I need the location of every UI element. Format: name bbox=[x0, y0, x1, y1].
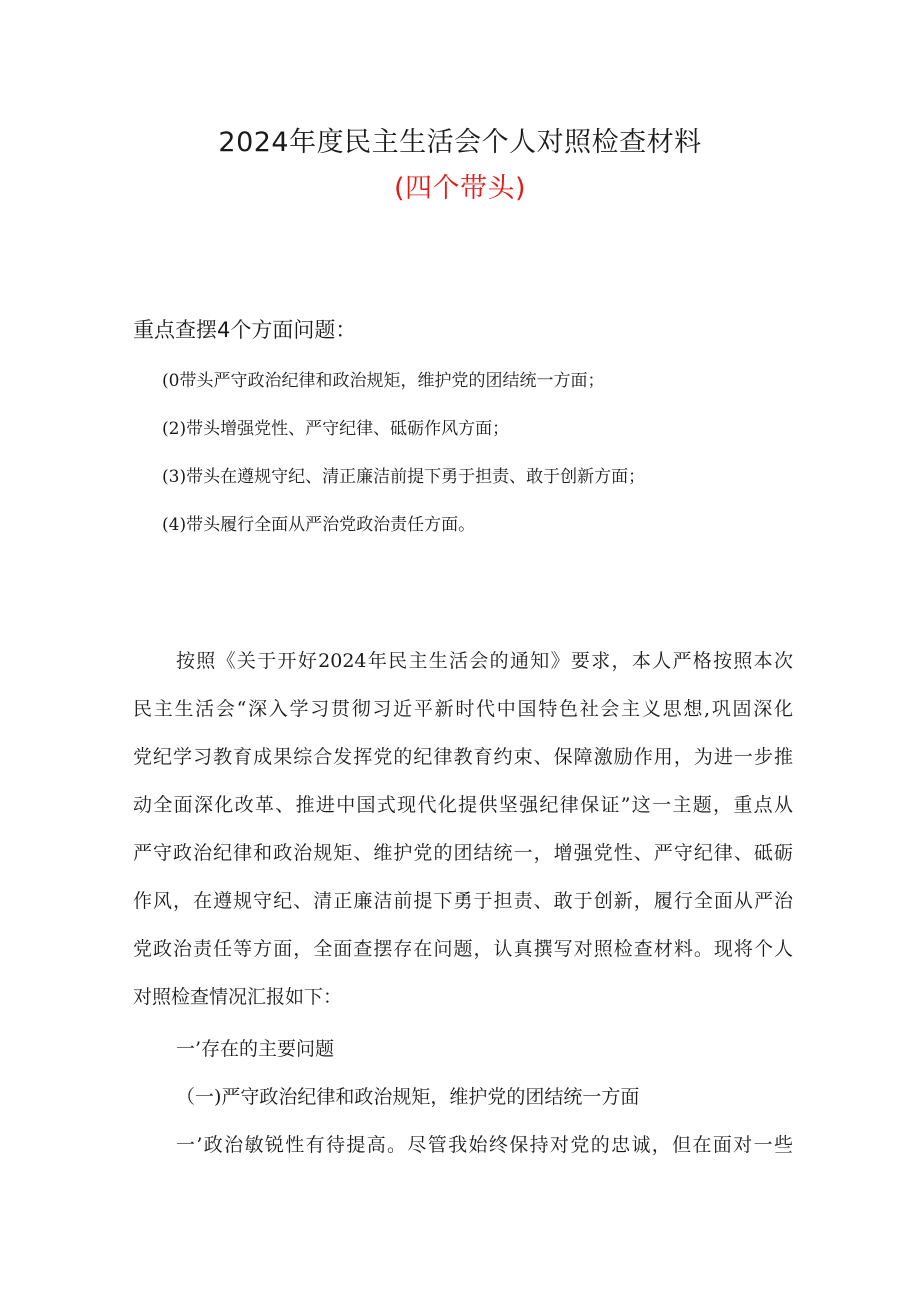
paragraph-line: 一’政治敏锐性有待提高。尽管我始终保持对党的忠诚，但在面对一些 bbox=[176, 1134, 793, 1156]
focus-item: (2)带头增强党性、严守纪律、砥砺作风方面； bbox=[162, 419, 510, 439]
paragraph-line: 动全面深化改革、推进中国式现代化提供坚强纪律保证”这一主题，重点从 bbox=[133, 794, 793, 816]
focus-item: (0带头严守政治纪律和政治规矩，维护党的团结统一方面； bbox=[162, 371, 605, 391]
focus-item: (3)带头在遵规守纪、清正廉洁前提下勇于担责、敢于创新方面； bbox=[162, 467, 646, 487]
paragraph-line: 党政治责任等方面，全面查摆存在问题，认真撰写对照检查材料。现将个人 bbox=[133, 938, 793, 960]
section-heading-problems: 一’存在的主要问题 bbox=[176, 1038, 335, 1060]
paragraph-line: 按照《关于开好2024年民主生活会的通知》要求，本人严格按照本次 bbox=[176, 650, 793, 672]
focus-item: (4)带头履行全面从严治党政治责任方面。 bbox=[162, 515, 476, 535]
document-subtitle: (四个带头) bbox=[393, 173, 527, 204]
paragraph-line: 民主生活会“深入学习贯彻习近平新时代中国特色社会主义思想,巩固深化 bbox=[133, 698, 793, 720]
focus-heading: 重点查摆4个方面问题： bbox=[133, 318, 357, 342]
paragraph-line: 严守政治纪律和政治规矩、维护党的团结统一，增强党性、严守纪律、砥砺 bbox=[133, 842, 793, 864]
subsection-heading-1: （一)严守政治纪律和政治规矩，维护党的团结统一方面 bbox=[176, 1086, 640, 1108]
paragraph-line: 党纪学习教育成果综合发挥党的纪律教育约束、保障激励作用，为进一步推 bbox=[133, 746, 793, 768]
document-title: 2024年度民主生活会个人对照检查材料 bbox=[218, 127, 702, 158]
paragraph-line: 作风，在遵规守纪、清正廉洁前提下勇于担责、敢于创新，履行全面从严治 bbox=[133, 890, 793, 912]
paragraph-line: 对照检查情况汇报如下： bbox=[133, 986, 343, 1008]
